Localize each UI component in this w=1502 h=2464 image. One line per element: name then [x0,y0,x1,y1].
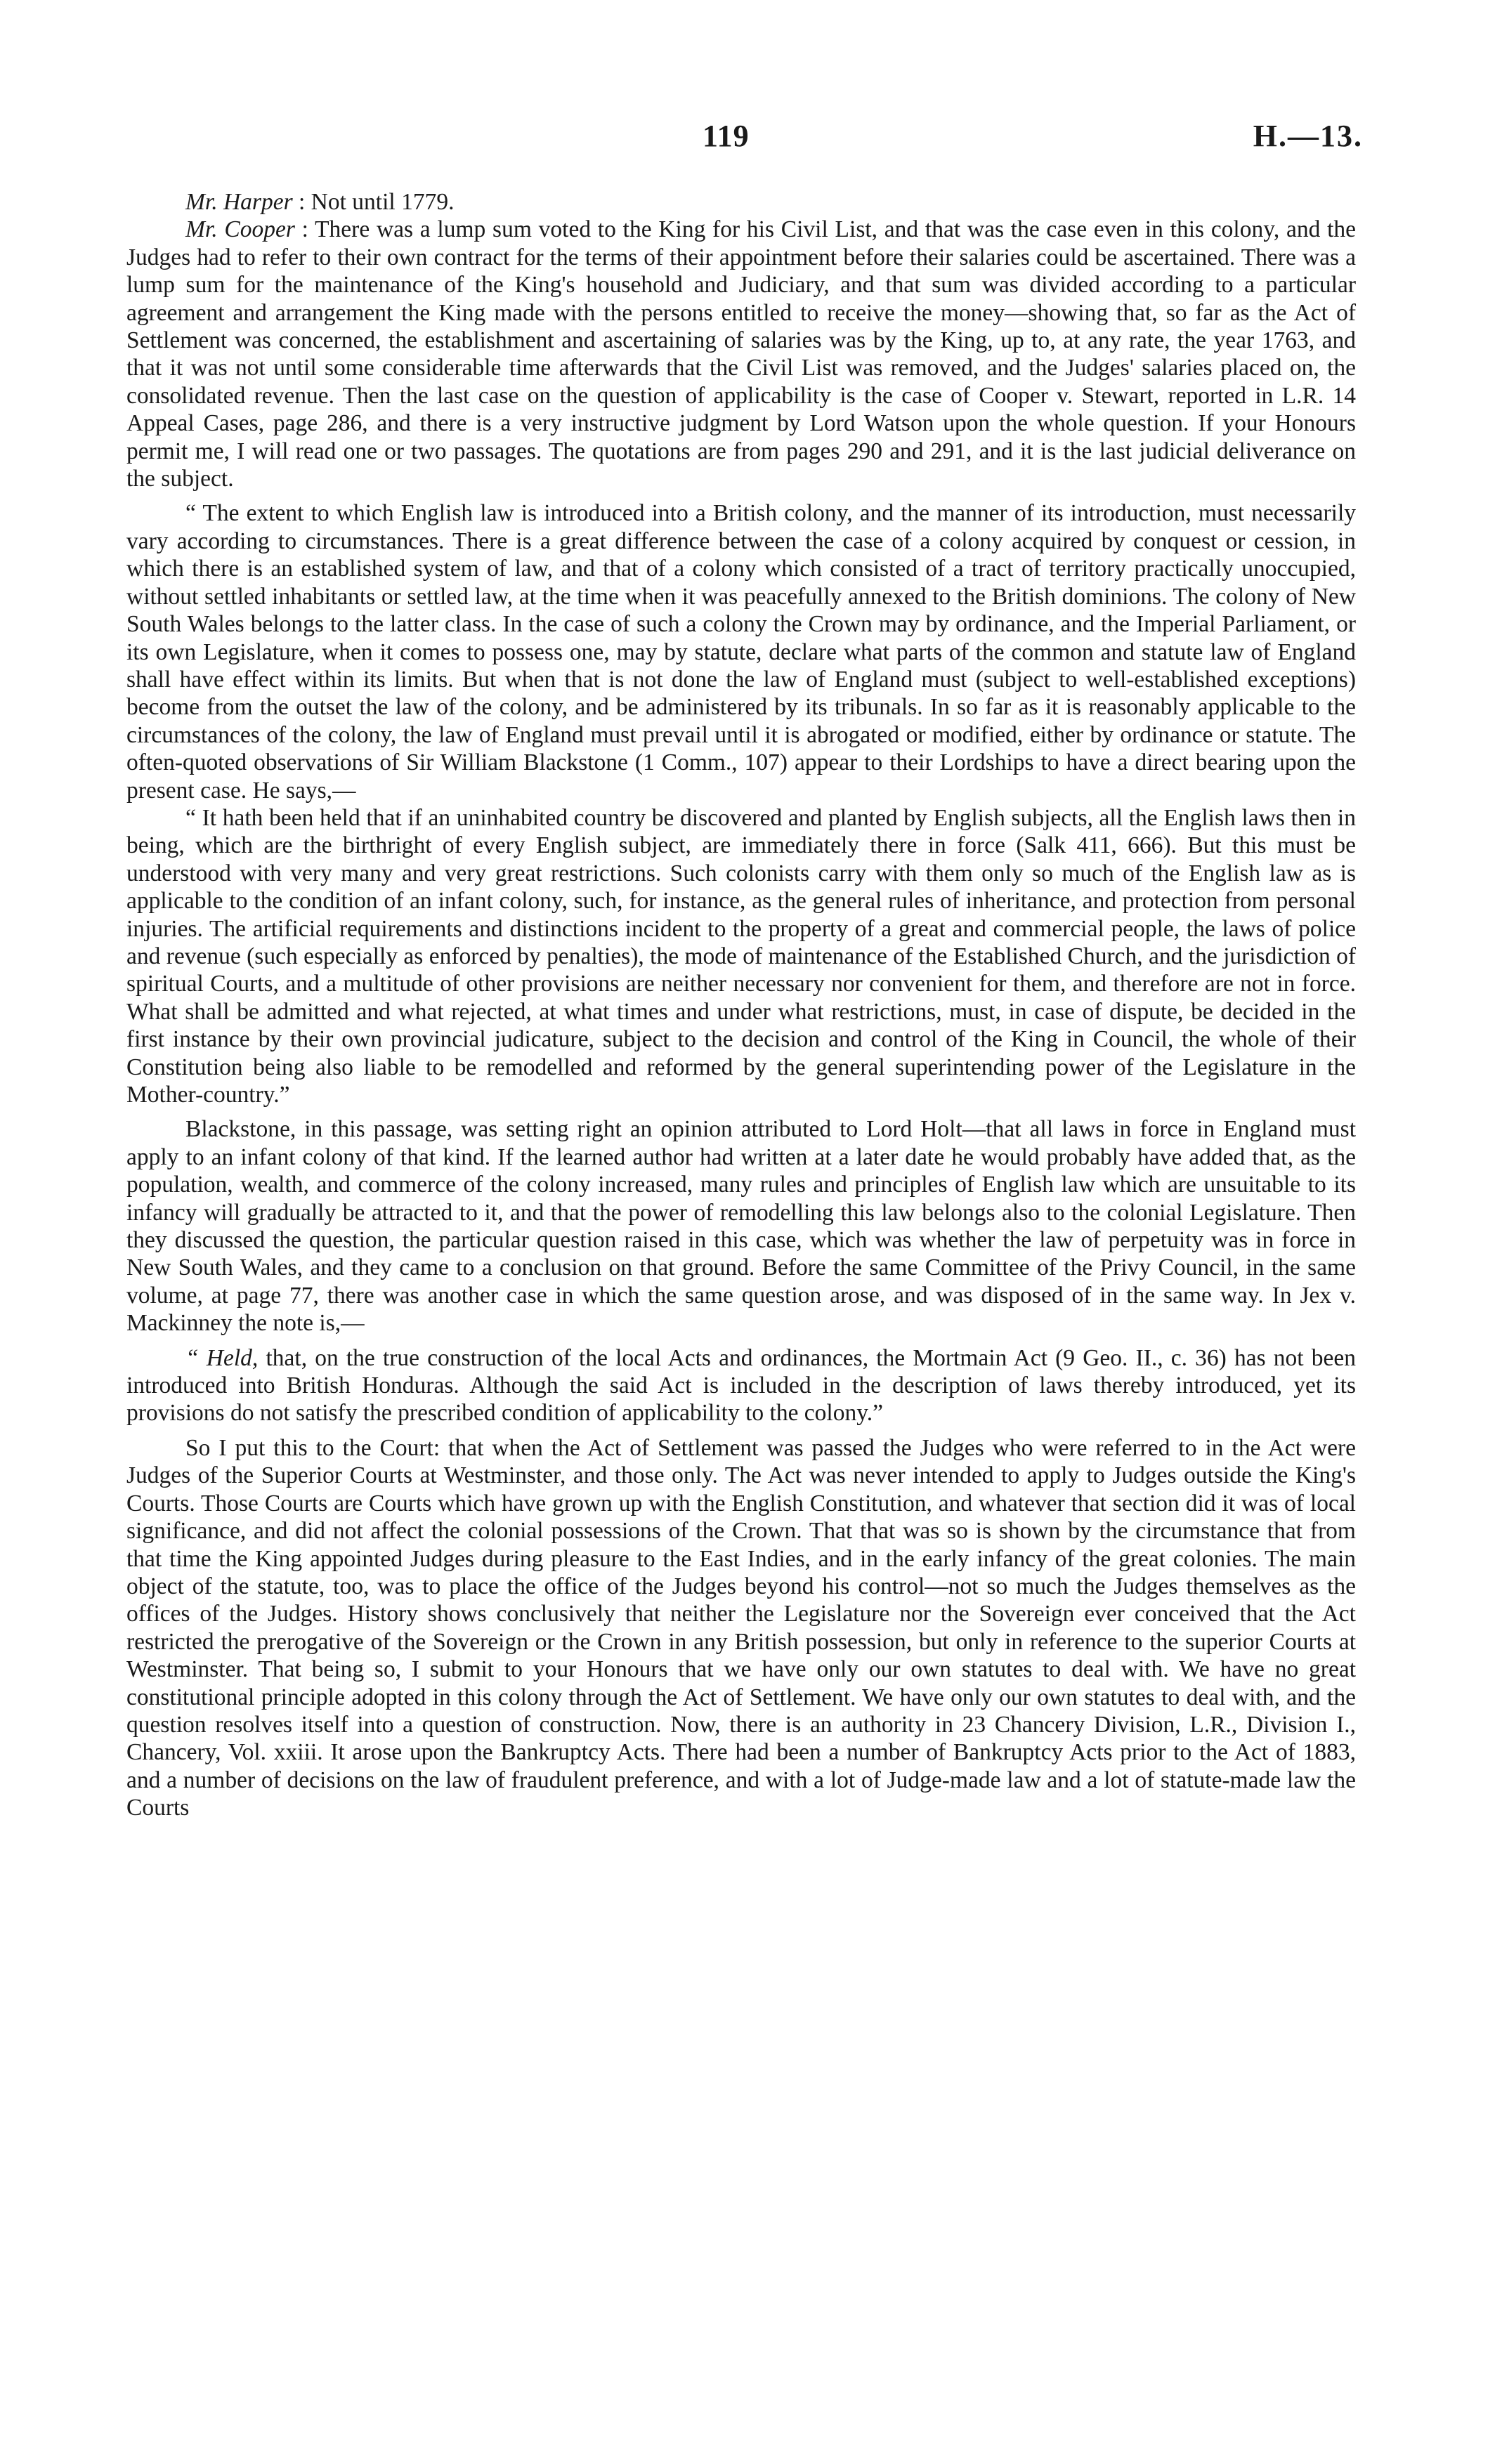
quote-lord-watson: “ The extent to which English law is introduced into a British colony, and the manner of its introduction, must necessarily vary according to circumstances. There is a great difference between the case of a colony acquired by conquest or cession, in which there is an established system of law, and that of a colony which consisted of a tract of territory practically unoccupied, without settled inhabitants or settled law, at the time when it was peacefully annexed to the British dominions. The colony of New South Wales belongs to the latter class. In the case of such a colony the Crown may by ordinance, and the Imperial Parliament, or its own Legislature, when it comes to possess one, may by statute, declare what parts of the common and statute law of England shall have effect within its limits. But when that is not done the law of England must (subject to well-established exceptions) become from the outset the law of the colony, and be administered by its tribunals. In so far as it is reasonably applicable to the circumstances of the colony, the law of England must prevail until it is abrogated or modified, either by ordinance or statute. The often-quoted observations of Sir William Blackstone (1 Comm., 107) appear to their Lordships to have a direct bearing upon the present case. He says,— [126,500,1356,804]
paragraph-text: that, on the true construction of the local Acts and ordinances, the Mortmain Act (9 Geo. II., c. 36) has not been introduced into British Honduras. Although the said Act is included in the description of laws thereby introduced, yet its provisions do not satisfy the prescribed condition of applicability to the colony.” [126,1344,1357,1427]
body-text [126,188,1356,1822]
paragraph-harper [126,188,1356,216]
quote-jex-mackinney [126,1344,1356,1427]
paragraph-submission: So I put this to the Court: that when the Act of Settlement was passed the Judges who were referred to in the Act were Judges of the Superior Courts at Westminster, and those only. The Act was never intended to apply to Judges outside the King's Courts. Those Courts are Courts which have grown up with the English Constitution, and whatever that section did it was of local significance, and did not affect the colonial possessions of the Crown. That that was so is shown by the circumstance that from that time the King appointed Judges during pleasure to the East Indies, and in the early infancy of the great colonies. The main object of the statute, too, was to place the office of the Judges beyond his control—not so much the Judges themselves as the offices of the Judges. History shows conclusively that neither the Legislature nor the Sovereign ever conceived that the Act restricted the prerogative of the Sovereign or the Crown in any British possession, but only in reference to the superior Courts at Westminster. That being so, I submit to your Honours that we have only our own statutes to deal with. We have no great constitutional principle adopted in this colony through the Act of Settlement. We have only our own statutes to deal with, and the question resolves itself into a question of construction. Now, there is an authority in 23 Chancery Division, L.R., Division I., Chancery, Vol. xxiii. It arose upon the Bankruptcy Acts. There had been a number of Bankruptcy Acts prior to the Act of 1883, and a number of decisions on the law of fraudulent preference, and with a lot of Judge-made law and a lot of statute-made law the Courts [126,1434,1356,1821]
page-header [0,118,1502,160]
page-number: 119 [703,119,750,153]
document-reference: H.—13. [1253,119,1363,153]
quote-blackstone: “ It hath been held that if an uninhabited country be discovered and planted by English subjects, all the English laws then in being, which are the birthright of every English subject, are immediately there in force (Salk 411, 666). But this must be understood with very many and very great restrictions. Such colonists carry with them only so much of the English law as is applicable to the condition of an infant colony, such, for instance, as the general rules of inheritance, and protection from personal injuries. The artificial requirements and distinctions incident to the property of a great and commercial people, the laws of police and revenue (such especially as enforced by penalties), the mode of maintenance of the Established Church, and the jurisdiction of spiritual Courts, and a multitude of other provisions are neither necessary nor convenient for them, and therefore are not in force. What shall be admitted and what rejected, at what times and under what restrictions, must, in case of dispute, be decided in the first instance by their own provincial judicature, subject to the decision and control of the King in Council, the whole of their Constitution being also liable to be remodelled and reformed by the general superintending power of the Legislature in the Mother-country.” [126,804,1356,1108]
speaker-name: Mr. Harper [185,189,293,215]
held-lead: “ Held, [185,1344,259,1371]
speaker-name: Mr. Cooper [185,216,295,243]
paragraph-cooper [126,216,1356,492]
paragraph-text: : Not until 1779. [292,189,455,215]
paragraph-blackstone-commentary: Blackstone, in this passage, was setting right an opinion attributed to Lord Holt—that all laws in force in England must apply to an infant colony of that kind. If the learned author had written at a later date he would probably have added that, as the population, wealth, and commerce of the colony increased, many rules and principles of English law which are unsuitable to its infancy will gradually be attracted to it, and that the power of remodelling this law belongs also to the colonial Legislature. Then they discussed the question, the particular question raised in this case, which was whether the law of perpetuity was in force in New South Wales, and they came to a conclusion on that ground. Before the same Committee of the Privy Council, in the same volume, at page 77, there was another case in which the same question arose, and was disposed of in the same way. In Jex v. Mackinney the note is,— [126,1116,1356,1337]
paragraph-text: : There was a lump sum voted to the King for his Civil List, and that was the case even in this colony, and the Judges had to refer to their own contract for the terms of their appointment before their salaries could be ascertained. There was a lump sum for the maintenance of the King's household and Judiciary, and that sum was divided according to a particular agreement and arrangement the King made with the persons entitled to receive the money—showing that, so far as the Act of Settlement was concerned, the establishment and ascertaining of salaries was by the King, up to, at any rate, the year 1763, and that it was not until some considerable time afterwards that the Civil List was removed, and the Judges' salaries placed on, the consolidated revenue. Then the last case on the question of applicability is the case of Cooper v. Stewart, reported in L.R. 14 Appeal Cases, page 286, and there is a very instructive judgment by Lord Watson upon the whole question. If your Honours permit me, I will read one or two passages. The quotations are from pages 290 and 291, and it is the last judicial deliverance on the subject. [126,216,1357,492]
